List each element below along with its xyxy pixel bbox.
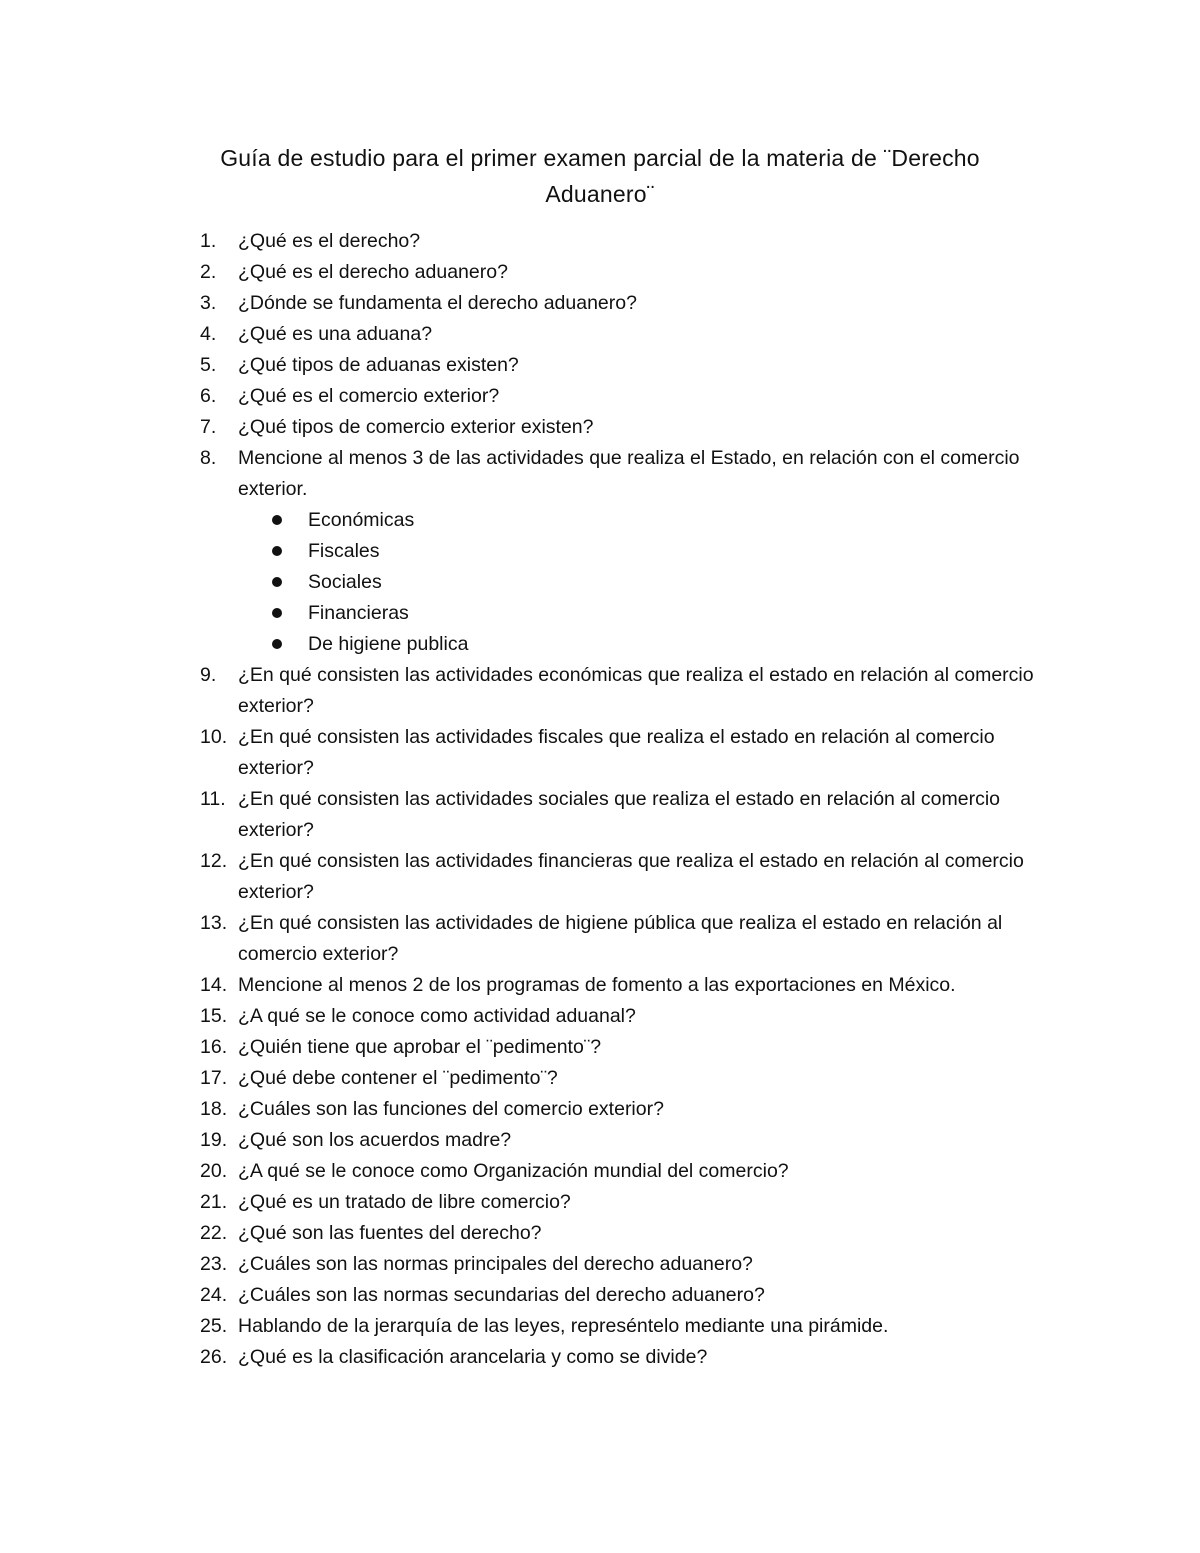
- question-text: ¿En qué consisten las actividades sociales que realiza el estado en relación al comercio exterior?: [238, 788, 1001, 841]
- question-number: 21.: [200, 1191, 228, 1213]
- question-text: ¿Cuáles son las normas secundarias del derecho aduanero?: [238, 1284, 765, 1306]
- question-text: ¿En qué consisten las actividades fiscales que realiza el estado en relación al comercio exterior?: [238, 726, 995, 779]
- question-number: 23.: [200, 1253, 228, 1275]
- question-item: [200, 319, 1060, 350]
- question-text: ¿Cuáles son las normas principales del derecho aduanero?: [238, 1253, 753, 1275]
- title-line-1: Guía de estudio para el primer examen parcial de la materia de ¨Derecho: [220, 145, 980, 171]
- question-item: [200, 350, 1060, 381]
- question-text: ¿Qué es el derecho aduanero?: [238, 261, 508, 283]
- list-item: [238, 629, 1060, 660]
- question-number: 3.: [200, 292, 217, 314]
- question-text: ¿En qué consisten las actividades económicas que realiza el estado en relación al comercio exterior?: [238, 664, 1034, 717]
- question-item: [200, 1156, 1060, 1187]
- question-number: 13.: [200, 912, 228, 934]
- bullet-text: Fiscales: [308, 540, 380, 562]
- bullet-dot-icon: [272, 577, 282, 587]
- question-number: 12.: [200, 850, 228, 872]
- question-item: [200, 1001, 1060, 1032]
- question-item: [200, 1342, 1060, 1373]
- question-text: ¿Qué son los acuerdos madre?: [238, 1129, 512, 1151]
- question-number: 6.: [200, 385, 217, 407]
- question-number: 8.: [200, 447, 217, 469]
- title-line-2: Aduanero¨: [545, 181, 655, 207]
- question-item: [200, 660, 1060, 722]
- question-item: [200, 970, 1060, 1001]
- question-text: Mencione al menos 2 de los programas de fomento a las exportaciones en México.: [238, 974, 956, 996]
- question-text: ¿Quién tiene que aprobar el ¨pedimento¨?: [238, 1036, 602, 1058]
- question-item: [200, 1125, 1060, 1156]
- list-item: [238, 536, 1060, 567]
- question-text: ¿En qué consisten las actividades de higiene pública que realiza el estado en relación al comercio exterior?: [238, 912, 1003, 965]
- bullet-text: Sociales: [308, 571, 382, 593]
- list-item: [238, 505, 1060, 536]
- question-text: Hablando de la jerarquía de las leyes, represéntelo mediante una pirámide.: [238, 1315, 889, 1337]
- question-item: [200, 1032, 1060, 1063]
- question-number: 4.: [200, 323, 217, 345]
- question-text: ¿A qué se le conoce como actividad aduanal?: [238, 1005, 636, 1027]
- question-number: 18.: [200, 1098, 228, 1120]
- question-number: 9.: [200, 664, 217, 686]
- question-number: 22.: [200, 1222, 228, 1244]
- question-text: ¿Qué debe contener el ¨pedimento¨?: [238, 1067, 558, 1089]
- document-title: [150, 140, 1050, 212]
- question-text: ¿Qué tipos de aduanas existen?: [238, 354, 519, 376]
- question-text: ¿Qué es el comercio exterior?: [238, 385, 500, 407]
- question-item: [200, 1063, 1060, 1094]
- question-number: 19.: [200, 1129, 228, 1151]
- bullet-dot-icon: [272, 639, 282, 649]
- question-item: [200, 1094, 1060, 1125]
- bullet-dot-icon: [272, 546, 282, 556]
- question-number: 10.: [200, 726, 228, 748]
- question-number: 14.: [200, 974, 228, 996]
- bullet-text: De higiene publica: [308, 633, 469, 655]
- question-text: ¿En qué consisten las actividades financieras que realiza el estado en relación al comercio exterior?: [238, 850, 1024, 903]
- question-text: ¿Qué tipos de comercio exterior existen?: [238, 416, 594, 438]
- question-text: ¿Qué es una aduana?: [238, 323, 433, 345]
- question-number: 20.: [200, 1160, 228, 1182]
- question-number: 17.: [200, 1067, 228, 1089]
- question-item: [200, 412, 1060, 443]
- question-item: [200, 1249, 1060, 1280]
- list-item: [238, 598, 1060, 629]
- question-number: 5.: [200, 354, 217, 376]
- question-text: ¿Qué son las fuentes del derecho?: [238, 1222, 542, 1244]
- question-number: 15.: [200, 1005, 228, 1027]
- question-number: 2.: [200, 261, 217, 283]
- question-item: [200, 908, 1060, 970]
- question-text: Mencione al menos 3 de las actividades que realiza el Estado, en relación con el comercio exterior.: [238, 447, 1020, 500]
- bullet-dot-icon: [272, 515, 282, 525]
- question-number: 16.: [200, 1036, 228, 1058]
- question-item: [200, 784, 1060, 846]
- question-item: [200, 722, 1060, 784]
- question-text: ¿Qué es el derecho?: [238, 230, 421, 252]
- question-item: [200, 288, 1060, 319]
- bullet-text: Financieras: [308, 602, 409, 624]
- question-text: ¿Qué es la clasificación arancelaria y como se divide?: [238, 1346, 708, 1368]
- question-number: 24.: [200, 1284, 228, 1306]
- question-item: [200, 257, 1060, 288]
- question-text: ¿Dónde se fundamenta el derecho aduanero?: [238, 292, 637, 314]
- question-number: 7.: [200, 416, 217, 438]
- question-item: [200, 1280, 1060, 1311]
- question-list: [200, 226, 1060, 1373]
- question-number: 26.: [200, 1346, 228, 1368]
- question-number: 1.: [200, 230, 217, 252]
- question-item: [200, 1311, 1060, 1342]
- question-item: [200, 846, 1060, 908]
- question-item: [200, 1187, 1060, 1218]
- question-item: [200, 1218, 1060, 1249]
- question-text: ¿Qué es un tratado de libre comercio?: [238, 1191, 571, 1213]
- question-item: [200, 226, 1060, 257]
- bullet-text: Económicas: [308, 509, 415, 531]
- bullet-dot-icon: [272, 608, 282, 618]
- question-item: [200, 381, 1060, 412]
- question-text: ¿A qué se le conoce como Organización mundial del comercio?: [238, 1160, 789, 1182]
- activity-bullet-list: [238, 505, 1060, 660]
- question-number: 25.: [200, 1315, 228, 1337]
- question-text: ¿Cuáles son las funciones del comercio exterior?: [238, 1098, 664, 1120]
- list-item: [238, 567, 1060, 598]
- question-number: 11.: [200, 788, 226, 810]
- question-item: [200, 443, 1060, 660]
